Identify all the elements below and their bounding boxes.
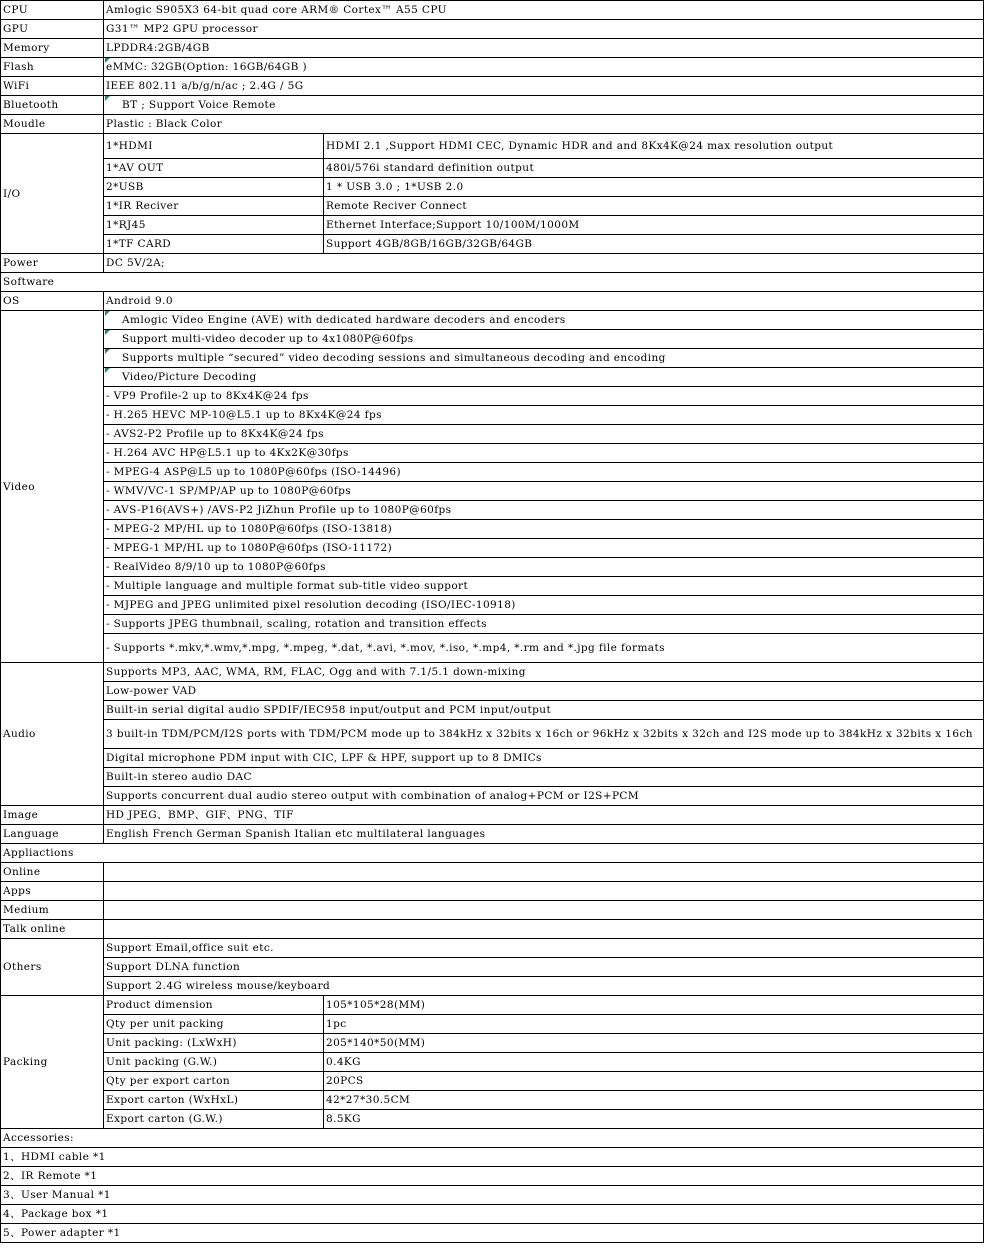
others-item: Support 2.4G wireless mouse/keyboard <box>104 977 984 996</box>
label-packing: Packing <box>1 996 104 1129</box>
row-video <box>1 501 984 520</box>
row-video <box>1 482 984 501</box>
row-applications <box>1 844 984 863</box>
packing-key: Export carton (WxHxL) <box>104 1091 324 1110</box>
row-video <box>1 406 984 425</box>
row-packing <box>1 1110 984 1129</box>
row-accessory <box>1 1186 984 1205</box>
row-accessories <box>1 1129 984 1148</box>
packing-key: Qty per export carton <box>104 1072 324 1091</box>
packing-value: 0.4KG <box>324 1053 984 1072</box>
video-item: Support multi-video decoder up to 4x1080P@60fps <box>104 330 984 349</box>
label-accessories: Accessories: <box>1 1129 984 1148</box>
label-bluetooth: Bluetooth <box>1 96 104 115</box>
row-gpu <box>1 20 984 39</box>
row-video <box>1 444 984 463</box>
io-port: 2*USB <box>104 178 324 197</box>
audio-item: Built-in serial digital audio SPDIF/IEC958 input/output and PCM input/output <box>104 701 984 720</box>
accessory-item: 5、Power adapter *1 <box>1 1224 984 1243</box>
video-item: - Multiple language and multiple format sub-title video support <box>104 577 984 596</box>
label-cpu: CPU <box>1 1 104 20</box>
packing-key: Unit packing (G.W.) <box>104 1053 324 1072</box>
packing-key: Export carton (G.W.) <box>104 1110 324 1129</box>
video-item: Video/Picture Decoding <box>104 368 984 387</box>
audio-item: Digital microphone PDM input with CIC, LPF & HPF, support up to 8 DMICs <box>104 749 984 768</box>
label-medium: Medium <box>1 901 104 920</box>
label-power: Power <box>1 254 104 273</box>
packing-key: Unit packing: (LxWxH) <box>104 1034 324 1053</box>
row-video <box>1 577 984 596</box>
video-item: - H.264 AVC HP@L5.1 up to 4Kx2K@30fps <box>104 444 984 463</box>
label-applications: Appliactions <box>1 844 984 863</box>
label-audio: Audio <box>1 663 104 806</box>
packing-key: Qty per unit packing <box>104 1015 324 1034</box>
video-item: - Supports *.mkv,*.wmv,*.mpg, *.mpeg, *.dat, *.avi, *.mov, *.iso, *.mp4, *.rm and *.jpg file formats <box>104 634 984 663</box>
label-memory: Memory <box>1 39 104 58</box>
video-item: - MPEG-2 MP/HL up to 1080P@60fps (ISO-13818) <box>104 520 984 539</box>
row-software <box>1 273 984 292</box>
row-accessory <box>1 1205 984 1224</box>
row-memory <box>1 39 984 58</box>
packing-value: 42*27*30.5CM <box>324 1091 984 1110</box>
row-others <box>1 939 984 958</box>
value-wifi: IEEE 802.11 a/b/g/n/ac ; 2.4G / 5G <box>104 77 984 96</box>
row-video <box>1 368 984 387</box>
row-video <box>1 558 984 577</box>
video-item: - MPEG-1 MP/HL up to 1080P@60fps (ISO-11172) <box>104 539 984 558</box>
value-memory: LPDDR4:2GB/4GB <box>104 39 984 58</box>
row-video <box>1 539 984 558</box>
io-desc: Ethernet Interface;Support 10/100M/1000M <box>324 216 984 235</box>
label-software: Software <box>1 273 984 292</box>
row-audio <box>1 682 984 701</box>
value-os: Android 9.0 <box>104 292 984 311</box>
video-item: - WMV/VC-1 SP/MP/AP up to 1080P@60fps <box>104 482 984 501</box>
value-moudle: Plastic : Black Color <box>104 115 984 134</box>
label-language: Language <box>1 825 104 844</box>
row-video <box>1 520 984 539</box>
io-desc: 1 * USB 3.0 ; 1*USB 2.0 <box>324 178 984 197</box>
row-accessory <box>1 1148 984 1167</box>
label-others: Others <box>1 939 104 996</box>
video-item: - AVS-P16(AVS+) /AVS-P2 JiZhun Profile up to 1080P@60fps <box>104 501 984 520</box>
row-io <box>1 134 984 159</box>
label-image: Image <box>1 806 104 825</box>
row-video <box>1 463 984 482</box>
io-port: 1*IR Reciver <box>104 197 324 216</box>
row-video <box>1 311 984 330</box>
label-apps: Apps <box>1 882 104 901</box>
value-medium <box>104 901 984 920</box>
row-language <box>1 825 984 844</box>
value-bluetooth: BT ; Support Voice Remote <box>104 96 984 115</box>
packing-value: 20PCS <box>324 1072 984 1091</box>
video-item: Amlogic Video Engine (AVE) with dedicated hardware decoders and encoders <box>104 311 984 330</box>
audio-item: Supports concurrent dual audio stereo output with combination of analog+PCM or I2S+PCM <box>104 787 984 806</box>
packing-value: 205*140*50(MM) <box>324 1034 984 1053</box>
video-item: - Supports JPEG thumbnail, scaling, rotation and transition effects <box>104 615 984 634</box>
label-wifi: WiFi <box>1 77 104 96</box>
row-audio <box>1 787 984 806</box>
row-io <box>1 178 984 197</box>
row-video <box>1 330 984 349</box>
video-item: - MPEG-4 ASP@L5 up to 1080P@60fps (ISO-14496) <box>104 463 984 482</box>
others-item: Support Email,office suit etc. <box>104 939 984 958</box>
row-audio <box>1 720 984 749</box>
video-item: - H.265 HEVC MP-10@L5.1 up to 8Kx4K@24 fps <box>104 406 984 425</box>
row-medium <box>1 901 984 920</box>
io-desc: 480i/576i standard definition output <box>324 159 984 178</box>
value-talk-online <box>104 920 984 939</box>
audio-item: Low-power VAD <box>104 682 984 701</box>
row-cpu <box>1 1 984 20</box>
audio-item: Supports MP3, AAC, WMA, RM, FLAC, Ogg and with 7.1/5.1 down-mixing <box>104 663 984 682</box>
packing-key: Product dimension <box>104 996 324 1015</box>
label-io: I/O <box>1 134 104 254</box>
row-video <box>1 615 984 634</box>
others-item: Support DLNA function <box>104 958 984 977</box>
row-packing <box>1 1053 984 1072</box>
row-apps <box>1 882 984 901</box>
video-item: - AVS2-P2 Profile up to 8Kx4K@24 fps <box>104 425 984 444</box>
row-moudle <box>1 115 984 134</box>
row-packing <box>1 1034 984 1053</box>
packing-value: 8.5KG <box>324 1110 984 1129</box>
video-item: - MJPEG and JPEG unlimited pixel resolution decoding (ISO/IEC-10918) <box>104 596 984 615</box>
value-power: DC 5V/2A; <box>104 254 984 273</box>
value-gpu: G31™ MP2 GPU processor <box>104 20 984 39</box>
row-io <box>1 159 984 178</box>
row-io <box>1 235 984 254</box>
row-video <box>1 349 984 368</box>
label-flash: Flash <box>1 58 104 77</box>
row-io <box>1 197 984 216</box>
accessory-item: 4、Package box *1 <box>1 1205 984 1224</box>
row-wifi <box>1 77 984 96</box>
row-others <box>1 977 984 996</box>
io-port: 1*TF CARD <box>104 235 324 254</box>
row-packing <box>1 1015 984 1034</box>
io-port: 1*AV OUT <box>104 159 324 178</box>
row-video <box>1 634 984 663</box>
label-moudle: Moudle <box>1 115 104 134</box>
label-talk-online: Talk online <box>1 920 104 939</box>
label-online: Online <box>1 863 104 882</box>
row-power <box>1 254 984 273</box>
row-video <box>1 387 984 406</box>
video-item: - RealVideo 8/9/10 up to 1080P@60fps <box>104 558 984 577</box>
label-gpu: GPU <box>1 20 104 39</box>
io-port: 1*RJ45 <box>104 216 324 235</box>
value-apps <box>104 882 984 901</box>
row-online <box>1 863 984 882</box>
row-bluetooth <box>1 96 984 115</box>
label-os: OS <box>1 292 104 311</box>
accessory-item: 2、IR Remote *1 <box>1 1167 984 1186</box>
packing-value: 105*105*28(MM) <box>324 996 984 1015</box>
row-flash <box>1 58 984 77</box>
row-others <box>1 958 984 977</box>
video-item: Supports multiple “secured” video decoding sessions and simultaneous decoding and encoding <box>104 349 984 368</box>
audio-item: Built-in stereo audio DAC <box>104 768 984 787</box>
video-item: - VP9 Profile-2 up to 8Kx4K@24 fps <box>104 387 984 406</box>
row-os <box>1 292 984 311</box>
row-talk-online <box>1 920 984 939</box>
row-packing <box>1 1072 984 1091</box>
value-cpu: Amlogic S905X3 64-bit quad core ARM® Cortex™ A55 CPU <box>104 1 984 20</box>
value-language: English French German Spanish Italian etc multilateral languages <box>104 825 984 844</box>
accessory-item: 3、User Manual *1 <box>1 1186 984 1205</box>
packing-value: 1pc <box>324 1015 984 1034</box>
row-io <box>1 216 984 235</box>
io-desc: Remote Reciver Connect <box>324 197 984 216</box>
row-accessory <box>1 1224 984 1243</box>
io-desc: Support 4GB/8GB/16GB/32GB/64GB <box>324 235 984 254</box>
audio-item: 3 built-in TDM/PCM/I2S ports with TDM/PCM mode up to 384kHz x 32bits x 16ch or 96kHz x 32bits x 32ch and I2S mode up to 384kHz x 32bits x 16ch <box>104 720 984 749</box>
row-image <box>1 806 984 825</box>
row-audio <box>1 701 984 720</box>
accessory-item: 1、HDMI cable *1 <box>1 1148 984 1167</box>
value-flash: eMMC: 32GB(Option: 16GB/64GB ) <box>104 58 984 77</box>
row-audio <box>1 663 984 682</box>
row-video <box>1 425 984 444</box>
row-video <box>1 596 984 615</box>
label-video: Video <box>1 311 104 663</box>
row-packing <box>1 996 984 1015</box>
value-online <box>104 863 984 882</box>
row-packing <box>1 1091 984 1110</box>
row-audio <box>1 768 984 787</box>
io-desc: HDMI 2.1 ,Support HDMI CEC, Dynamic HDR and and 8Kx4K@24 max resolution output <box>324 134 984 159</box>
row-audio <box>1 749 984 768</box>
value-image: HD JPEG、BMP、GIF、PNG、TIF <box>104 806 984 825</box>
row-accessory <box>1 1167 984 1186</box>
io-port: 1*HDMI <box>104 134 324 159</box>
